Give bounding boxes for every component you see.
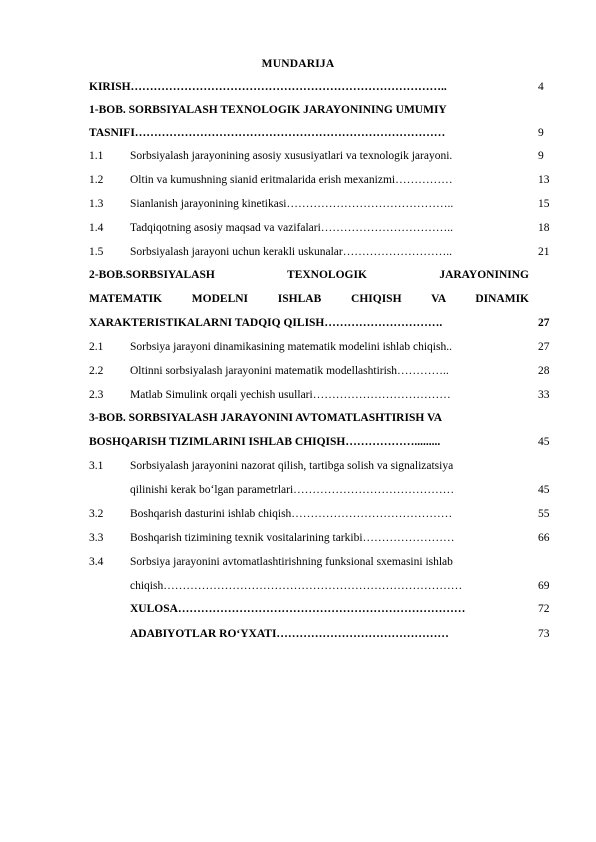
- toc-entry: [0, 78, 596, 96]
- toc-entry-page: 13: [538, 174, 550, 186]
- toc-entry-text: Boshqarish tizimining texnik vositalarining tarkibi……………………: [130, 532, 455, 544]
- toc-entry: [0, 147, 596, 165]
- toc-entry: [0, 171, 596, 189]
- toc-title: MUNDARIJA: [261, 58, 335, 70]
- toc-entry: [0, 529, 596, 547]
- toc-entry-number: 1.5: [89, 246, 104, 258]
- toc-entry-number: 3.4: [89, 556, 104, 568]
- toc-entry: [0, 386, 596, 404]
- toc-entry-number: 1.3: [89, 198, 104, 210]
- toc-entry-page: 72: [538, 603, 550, 615]
- toc-entry-page: 27: [538, 341, 550, 353]
- toc-entry-text: 2-BOB.SORBSIYALASH TEXNOLOGIK JARAYONINING: [89, 269, 529, 281]
- toc-entry: [0, 577, 596, 595]
- toc-entry-text: Oltinni sorbsiyalash jarayonini matematik modellashtirish…………..: [130, 365, 449, 377]
- toc-entry-text: ADABIYOTLAR RO‘YXATI………………………………………: [130, 628, 449, 640]
- toc-entry-page: 18: [538, 222, 550, 234]
- toc-entry-number: 2.1: [89, 341, 104, 353]
- toc-entry: [0, 101, 596, 119]
- toc-entry: [0, 314, 596, 332]
- toc-entry-text: Boshqarish dasturini ishlab chiqish……………………………………: [130, 508, 453, 520]
- toc-entry-text: BOSHQARISH TIZIMLARINI ISHLAB CHIQISH……………….........: [89, 436, 441, 448]
- toc-entry: [0, 124, 596, 142]
- toc-entry: [0, 457, 596, 475]
- toc-entry-text: Tadqiqotning asosiy maqsad va vazifalari……………………………..: [130, 222, 454, 234]
- toc-entry-text: XULOSA…………………………………………………………………: [130, 603, 466, 615]
- toc-entry-text: Sorbsiya jarayonini avtomatlashtirishning funksional sxemasini ishlab: [130, 556, 453, 568]
- toc-entry-number: 2.3: [89, 389, 104, 401]
- toc-entry-text: Sorbsiyalash jarayoni uchun kerakli uskunalar………………………..: [130, 246, 452, 258]
- toc-entry-page: 28: [538, 365, 550, 377]
- toc-entry-text: 3-BOB. SORBSIYALASH JARAYONINI AVTOMATLASHTIRISH VA: [89, 412, 443, 424]
- toc-entry-text: KIRISH………………………………………………………………………..: [89, 81, 447, 93]
- toc-entry: [0, 553, 596, 571]
- toc-entry-text: MATEMATIK MODELNI ISHLAB CHIQISH VA DINAMIK: [89, 293, 529, 305]
- toc-entry-page: 69: [538, 580, 550, 592]
- toc-entry-number: 3.3: [89, 532, 104, 544]
- toc-entry-page: 33: [538, 389, 550, 401]
- toc-entry-text: XARAKTERISTIKALARNI TADQIQ QILISH………………………….: [89, 317, 443, 329]
- toc-entry-number: 3.1: [89, 460, 104, 472]
- toc-entry: [0, 243, 596, 261]
- toc-entry-page: 9: [538, 127, 544, 139]
- toc-entry: [0, 433, 596, 451]
- toc-entry-text: Oltin va kumushning sianid eritmalarida erish mexanizmi……………: [130, 174, 453, 186]
- toc-entry-text: Sorbsiyalash jarayonini nazorat qilish, tartibga solish va signalizatsiya: [130, 460, 454, 472]
- toc-entry-number: 1.2: [89, 174, 104, 186]
- toc-entry: [0, 266, 596, 284]
- toc-entry-number: 3.2: [89, 508, 104, 520]
- toc-entry-page: 15: [538, 198, 550, 210]
- toc-entry-page: 73: [538, 628, 550, 640]
- toc-entry: [0, 290, 596, 308]
- toc-entry-text: chiqish……………………………………………………………………: [130, 580, 463, 592]
- toc-entry-text: TASNIFI………………………………………………………………………: [89, 127, 446, 139]
- toc-entry-page: 55: [538, 508, 550, 520]
- toc-entry-text: Matlab Simulink orqali yechish usullari………………………………: [130, 389, 451, 401]
- toc-entry: [0, 219, 596, 237]
- toc-entry-page: 45: [538, 436, 550, 448]
- toc-entry-text: Sorbsiyalash jarayonining asosiy xususiyatlari va texnologik jarayoni.: [130, 150, 453, 162]
- toc-entry: [0, 625, 596, 643]
- toc-entry-number: 1.4: [89, 222, 104, 234]
- toc-entry: [0, 409, 596, 427]
- toc-entry: [0, 195, 596, 213]
- toc-entry-text: qilinishi kerak bo‘lgan parametrlari……………………………………: [130, 484, 455, 496]
- toc-entry-text: 1-BOB. SORBSIYALASH TEXNOLOGIK JARAYONINING UMUMIY: [89, 104, 447, 116]
- toc-entry: [0, 505, 596, 523]
- toc-entry-number: 2.2: [89, 365, 104, 377]
- toc-entry-page: 21: [538, 246, 550, 258]
- toc-entry-page: 27: [538, 317, 550, 329]
- toc-entry: [0, 362, 596, 380]
- toc-entry-text: Sorbsiya jarayoni dinamikasining matematik modelini ishlab chiqish..: [130, 341, 452, 353]
- toc-entry: [0, 481, 596, 499]
- toc-entry-page: 66: [538, 532, 550, 544]
- toc-entry-page: 45: [538, 484, 550, 496]
- toc-entry-page: 4: [538, 81, 544, 93]
- toc-entry-text: Sianlanish jarayonining kinetikasi……………………………………..: [130, 198, 454, 210]
- toc-entry: [0, 600, 596, 618]
- toc-entry-number: 1.1: [89, 150, 104, 162]
- toc-entry-page: 9: [538, 150, 544, 162]
- toc-entry: [0, 338, 596, 356]
